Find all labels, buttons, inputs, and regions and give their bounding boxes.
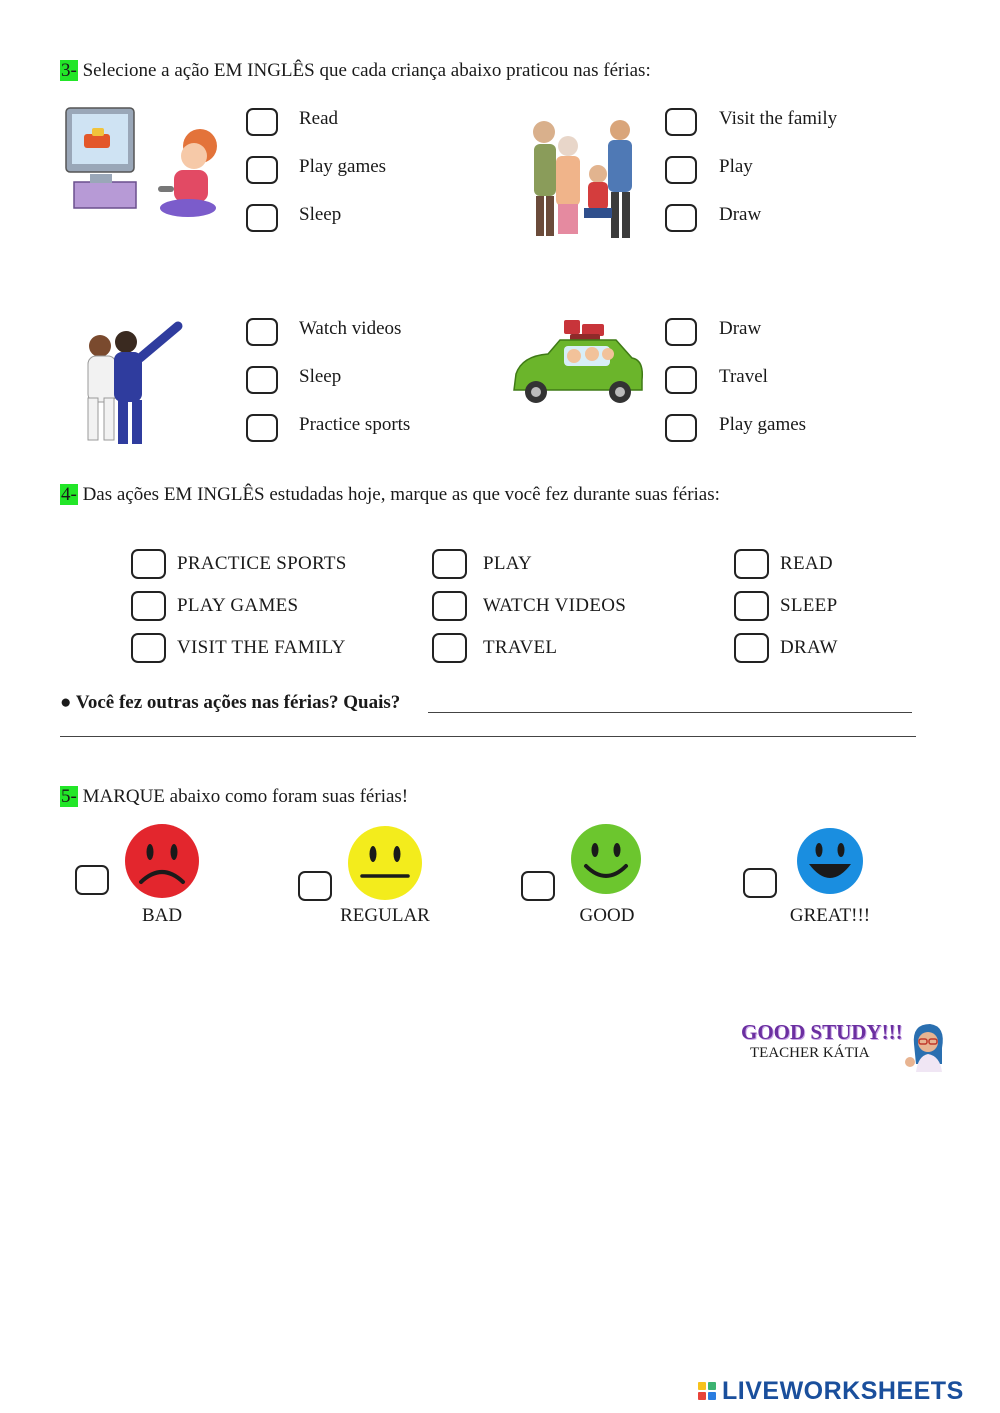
q3-g1-checkbox-1[interactable]: [246, 108, 278, 136]
q3-g1-option-3: Sleep: [299, 204, 342, 225]
q3-g1-option-1: Read: [299, 108, 339, 129]
q3-number: 3-: [61, 60, 77, 81]
q3-g3-option-2: Sleep: [299, 366, 342, 387]
q3-g4-checkbox-2[interactable]: [665, 366, 697, 394]
q5-text: MARQUE abaixo como foram suas férias!: [82, 786, 409, 807]
q3-g1-checkbox-3[interactable]: [246, 204, 278, 232]
q4-option-visit-the-family: VISIT THE FAMILY: [177, 637, 346, 658]
q3-g2-checkbox-3[interactable]: [665, 204, 697, 232]
q3-g1-checkbox-2[interactable]: [246, 156, 278, 184]
q3-g4-option-1: Draw: [719, 318, 762, 339]
q3-g3-checkbox-1[interactable]: [246, 318, 278, 346]
q4-text: Das ações EM INGLÊS estudadas hoje, marque as que você fez durante suas férias:: [82, 484, 720, 505]
q5-checkbox-regular[interactable]: [298, 871, 332, 901]
family-visit-image: [508, 112, 648, 244]
q3-g3-option-1: Watch videos: [299, 318, 402, 339]
q3-g2-option-1: Visit the family: [719, 108, 838, 129]
q4-checkbox-play-games[interactable]: [131, 591, 166, 621]
signature-title: GOOD STUDY!!!: [741, 1020, 903, 1044]
q4-checkbox-read[interactable]: [734, 549, 769, 579]
judo-children-image: [70, 318, 190, 450]
q3-g2-checkbox-1[interactable]: [665, 108, 697, 136]
q5-label-bad: BAD: [141, 905, 183, 926]
q4-checkbox-draw[interactable]: [734, 633, 769, 663]
q4-option-travel: TRAVEL: [483, 637, 558, 658]
q4-option-play: PLAY: [483, 553, 533, 574]
q5-label-regular: REGULAR: [340, 905, 430, 926]
q3-g4-option-2: Travel: [719, 366, 768, 387]
q3-title: [60, 60, 651, 82]
q5-checkbox-bad[interactable]: [75, 865, 109, 895]
q4-checkbox-watch-videos[interactable]: [432, 591, 467, 621]
q4-extra-question: ● Você fez outras ações nas férias? Quais?: [60, 692, 401, 713]
q5-checkbox-great[interactable]: [743, 868, 777, 898]
car-travel-image: [508, 318, 648, 412]
signature-subtitle: TEACHER KÁTIA: [750, 1045, 870, 1061]
q4-option-play-games: PLAY GAMES: [177, 595, 299, 616]
q3-g4-option-3: Play games: [719, 414, 807, 435]
q4-checkbox-sleep[interactable]: [734, 591, 769, 621]
q3-g4-checkbox-1[interactable]: [665, 318, 697, 346]
q4-option-sleep: SLEEP: [780, 595, 838, 616]
q3-g3-checkbox-3[interactable]: [246, 414, 278, 442]
q3-g3-checkbox-2[interactable]: [246, 366, 278, 394]
q4-option-read: READ: [780, 553, 833, 574]
q3-g2-option-3: Draw: [719, 204, 762, 225]
q5-title: [60, 786, 408, 808]
logo-block-4: [708, 1392, 716, 1400]
q4-option-draw: DRAW: [780, 637, 838, 658]
q4-option-watch-videos: WATCH VIDEOS: [483, 595, 627, 616]
q3-g2-option-2: Play: [719, 156, 753, 177]
teacher-avatar-icon: [902, 1020, 952, 1074]
smiling-face-icon: [569, 822, 643, 896]
q4-checkbox-visit-the-family[interactable]: [131, 633, 166, 663]
logo-block-3: [698, 1392, 706, 1400]
big-smile-face-icon: [795, 826, 865, 896]
q5-checkbox-good[interactable]: [521, 871, 555, 901]
q3-text: Selecione a ação EM INGLÊS que cada criança abaixo praticou nas férias:: [82, 60, 651, 81]
q4-checkbox-play[interactable]: [432, 549, 467, 579]
neutral-face-icon: [346, 824, 424, 902]
q5-label-great: GREAT!!!: [789, 905, 871, 926]
answer-line-1[interactable]: [428, 712, 912, 713]
answer-line-2[interactable]: [60, 736, 916, 737]
child-playing-videogame-image: [62, 104, 222, 224]
q3-g3-option-3: Practice sports: [299, 414, 411, 435]
q3-g1-option-2: Play games: [299, 156, 387, 177]
q3-g4-checkbox-3[interactable]: [665, 414, 697, 442]
q4-number: 4-: [61, 484, 77, 505]
sad-face-icon: [123, 822, 201, 900]
q3-g2-checkbox-2[interactable]: [665, 156, 697, 184]
logo-text: LIVEWORKSHEETS: [722, 1377, 964, 1405]
logo-block-2: [708, 1382, 716, 1390]
q5-number: 5-: [61, 786, 77, 807]
q4-option-practice-sports: PRACTICE SPORTS: [177, 553, 347, 574]
q5-label-good: GOOD: [579, 905, 635, 926]
q4-title: [60, 484, 720, 506]
q4-checkbox-practice-sports[interactable]: [131, 549, 166, 579]
q4-checkbox-travel[interactable]: [432, 633, 467, 663]
logo-block-1: [698, 1382, 706, 1390]
liveworksheets-logo: [698, 1379, 994, 1409]
